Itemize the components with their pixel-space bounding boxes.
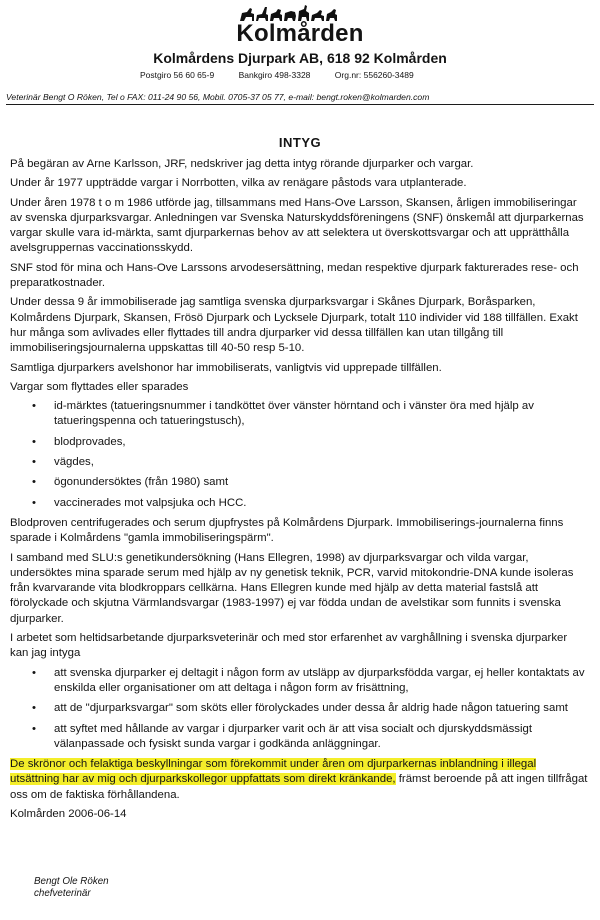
company-address: Kolmårdens Djurpark AB, 618 92 Kolmården xyxy=(153,50,447,66)
list-item: • att svenska djurparker ej deltagit i någon form av utsläpp av djurparksfödda vargar, ej heller kontaktats av enskilda eller organisationer om att deltaga i någon form av frisättning, xyxy=(54,666,588,697)
brand-logo-word: Kolmården xyxy=(236,20,364,47)
paragraph-continuation: främst beroende på att ingen tillfrågat oss om de faktiska förhållandena. xyxy=(10,773,588,801)
highlighted-text: De skrönor och felaktiga beskyllningar som förekommit under åren om djurparkernas inblandning i illegal utsättning har av mig och djurparkskollegor uppfattats som direkt kränkande, xyxy=(10,758,537,786)
paragraph: Blodproven centrifugerades och serum djupfrystes på Kolmårdens Djurpark. Immobiliserings-journalerna finns sparade i Kolmårdens "gamla immobiliseringspärm". xyxy=(10,516,564,545)
list-item: • vaccinerades mot valpsjuka och HCC. xyxy=(54,496,588,511)
document-body xyxy=(10,157,588,826)
procedures-list xyxy=(10,399,588,511)
signature-block xyxy=(34,876,109,900)
closing-paragraph xyxy=(10,757,588,803)
veterinarian-contact-line: Veterinär Bengt O Röken, Tel o FAX: 011-24 90 56, Mobil. 0705-37 05 77, e-mail: bengt.roken@kolmarden.com xyxy=(6,92,430,102)
list-item: • id-märktes (tatueringsnummer i tandköttet över vänster hörntand och i vänster öra med hjälp av tatueringspenna och tatueringstusch), xyxy=(54,399,588,430)
paragraph: Under åren 1978 t o m 1986 utförde jag, tillsammans med Hans-Ove Larsson, Skansen, årligen immobiliseringar av svenska djurparksvargar. Anledningen var Svenska Naturskyddsföreningens (SNF) önskemål att djurparkernas vargar skulle vara id-märkta, samt djurparkernas behov av att selektera ut överskottsvargar och att upprätthålla avelsgruppernas vaccinationsskydd. xyxy=(10,196,584,255)
header-divider xyxy=(6,104,594,105)
list-item: • att syftet med hållande av vargar i djurparker varit och är att visa socialt och djurskyddsmässigt välanpassade och fysiskt sunda vargar i godkända anläggningar. xyxy=(54,722,588,753)
paragraph: Samtliga djurparkers avelshonor har immobiliserats, vanligtvis vid upprepade tillfällen. xyxy=(10,361,442,374)
paragraph: På begäran av Arne Karlsson, JRF, nedskriver jag detta intyg rörande djurparker och vargar. xyxy=(10,158,474,170)
paragraph: Under dessa 9 år immobiliserade jag samtliga svenska djurparksvargar i Skånes Djurpark, Boråsparken, Kolmårdens Djurpark, Skansen, Frösö Djurpark och Lycksele Djurpark, totalt 110 individer vid 188 tillfällen. Exakt hur många som avlivades eller flyttades till andra djurparker vid dessa tillfällen kan utan tillgång till immobiliseringsjournalerna uppskattas till 40-50 resp 5-10. xyxy=(10,296,578,355)
payment-details xyxy=(140,70,436,80)
paragraph: I samband med SLU:s genetikundersökning (Hans Ellegren, 1998) av djurparksvargar och vilda vargar, undersöktes mina sparade serum med hjälp av ny genetisk teknik, PCR, varvid mitokondrie-DNA kunde isoleras från kvarvarande vita blodkroppars cellkärna. Hans Ellegren kunde med hjälp av detta material fastslå att förolyckade och skjutna Värmlandsvargar (1983-1997) ej var födda undan de avelstikar som funnits i svenska djurparker. xyxy=(10,551,574,625)
paragraph: SNF stod för mina och Hans-Ove Larssons arvodesersättning, medan respektive djurpark fakturerades rese- och preparatkostnader. xyxy=(10,261,579,290)
signatory-role: chefveterinär xyxy=(34,888,91,899)
bankgiro: Bankgiro 498-3328 xyxy=(238,70,311,80)
paragraph: Under år 1977 uppträdde vargar i Norrbotten, vilka av renägare påstods vara utplanterade. xyxy=(10,177,467,190)
paragraph: I arbetet som heltidsarbetande djurparksveterinär och med stor erfarenhet av varghållning i svenska djurparker kan jag intyga xyxy=(10,632,568,660)
list-item: • blodprovades, xyxy=(54,435,588,450)
list-item: • ögonundersöktes (från 1980) samt xyxy=(54,475,588,490)
certification-list xyxy=(10,666,588,752)
paragraph: Vargar som flyttades eller sparades xyxy=(10,380,189,393)
org-number: Org.nr: 556260-3489 xyxy=(334,70,414,80)
list-item: • vägdes, xyxy=(54,455,588,470)
place-date: Kolmården 2006-06-14 xyxy=(10,807,127,820)
document-title: INTYG xyxy=(278,135,322,150)
postgiro: Postgiro 56 60 65-9 xyxy=(140,70,215,80)
list-item: • att de "djurparksvargar" som sköts eller förolyckades under dessa år aldrig hade någon tatuering samt xyxy=(54,701,588,716)
signatory-name: Bengt Ole Röken xyxy=(34,876,109,887)
